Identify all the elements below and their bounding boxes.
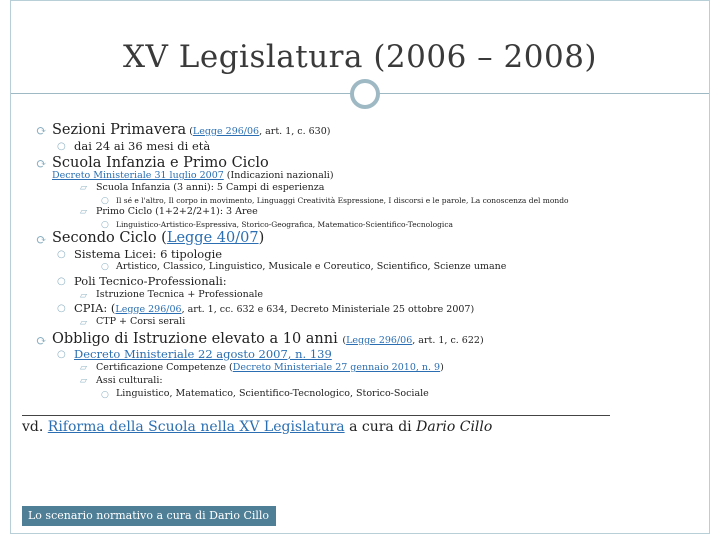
- circle-bullet-icon: ○: [101, 196, 109, 206]
- link-legge-296-06-cpia[interactable]: Legge 296/06: [115, 304, 182, 315]
- item-cert: Certificazione Competenze (Decreto Ministeriale 27 gennaio 2010, n. 9): [96, 362, 444, 373]
- item-infanzia: Scuola Infanzia (3 anni): 5 Campi di esperienza: [96, 182, 325, 193]
- item-secondo-ciclo: Secondo Ciclo (Legge 40/07): [52, 230, 265, 246]
- link-legge-296-06[interactable]: Legge 296/06: [192, 126, 260, 137]
- item-licei-sub: Artistico, Classico, Linguistico, Musicale e Coreutico, Scientifico, Scienze umane: [116, 261, 507, 272]
- arrow-bullet-icon: ▱: [80, 183, 87, 193]
- arrow-bullet-icon: ▱: [80, 318, 87, 328]
- item-cpia: CPIA: (Legge 296/06, art. 1, cc. 632 e 634, Decreto Ministeriale 25 ottobre 2007): [74, 301, 475, 315]
- circle-bullet-icon: ○: [101, 262, 109, 272]
- arrow-bullet-icon: ▱: [80, 363, 87, 373]
- circle-bullet-icon: ○: [57, 349, 66, 360]
- item-primo-ciclo-sub: Linguistico-Artistico-Espressiva, Storico-Geografica, Matematico-Scientifico-Tecnologica: [116, 220, 453, 229]
- link-dm-27-gennaio[interactable]: Decreto Ministeriale 27 gennaio 2010, n. 9: [232, 362, 441, 373]
- footer-bar: Lo scenario normativo a cura di Dario Cillo: [22, 506, 276, 526]
- link-legge-40-07[interactable]: Legge 40/07: [166, 230, 259, 246]
- item-assi: Assi culturali:: [96, 375, 163, 386]
- item-poli: Poli Tecnico-Professionali:: [74, 274, 227, 288]
- link-riforma-scuola[interactable]: Riforma della Scuola nella XV Legislatura: [47, 419, 345, 435]
- arrow-bullet-icon: ▱: [80, 207, 87, 217]
- item-primo-ciclo: Primo Ciclo (1+2+2/2+1): 3 Aree: [96, 206, 258, 217]
- circle-bullet-icon: ○: [57, 141, 66, 152]
- link-decreto-31-luglio[interactable]: Decreto Ministeriale 31 luglio 2007: [52, 170, 224, 181]
- item-sezioni-sub: dai 24 ai 36 mesi di età: [74, 139, 211, 153]
- item-infanzia-sub: Il sé e l'altro, Il corpo in movimento, Linguaggi Creatività Espressione, I discorsi e le parole, La conoscenza del mondo: [116, 196, 569, 205]
- circle-bullet-icon: ○: [57, 276, 66, 287]
- bullet-icon: ⟳: [36, 233, 47, 248]
- item-obbligo: Obbligo di Istruzione elevato a 10 anni (Legge 296/06, art. 1, c. 622): [52, 331, 484, 347]
- separator-line: [22, 415, 610, 416]
- link-dm-22-agosto[interactable]: Decreto Ministeriale 22 agosto 2007, n. 139: [74, 347, 332, 361]
- item-scuola-infanzia: Scuola Infanzia e Primo Ciclo: [52, 155, 269, 171]
- arrow-bullet-icon: ▱: [80, 376, 87, 386]
- link-legge-296-06-obbligo[interactable]: Legge 296/06: [346, 335, 413, 346]
- arrow-bullet-icon: ▱: [80, 291, 87, 301]
- bullet-icon: ⟳: [36, 334, 47, 349]
- circle-bullet-icon: ○: [101, 220, 109, 230]
- item-poli-sub: Istruzione Tecnica + Professionale: [96, 289, 264, 300]
- bullet-icon: ⟳: [36, 124, 47, 139]
- circle-bullet-icon: ○: [57, 303, 66, 314]
- item-licei: Sistema Licei: 6 tipologie: [74, 247, 223, 261]
- bullet-icon: ⟳: [36, 157, 47, 172]
- item-cpia-sub: CTP + Corsi serali: [96, 316, 186, 327]
- footnote: vd. Riforma della Scuola nella XV Legislatura a cura di Dario Cillo: [22, 419, 493, 435]
- item-assi-sub: Linguistico, Matematico, Scientifico-Tecnologico, Storico-Sociale: [116, 388, 429, 399]
- slide-title: XV Legislatura (2006 – 2008): [122, 39, 598, 75]
- circle-bullet-icon: ○: [101, 390, 109, 400]
- item-sezioni: Sezioni Primavera (Legge 296/06, art. 1, c. 630): [52, 122, 331, 138]
- circle-bullet-icon: ○: [57, 249, 66, 260]
- item-decreto: Decreto Ministeriale 31 luglio 2007 (Indicazioni nazionali): [52, 170, 334, 181]
